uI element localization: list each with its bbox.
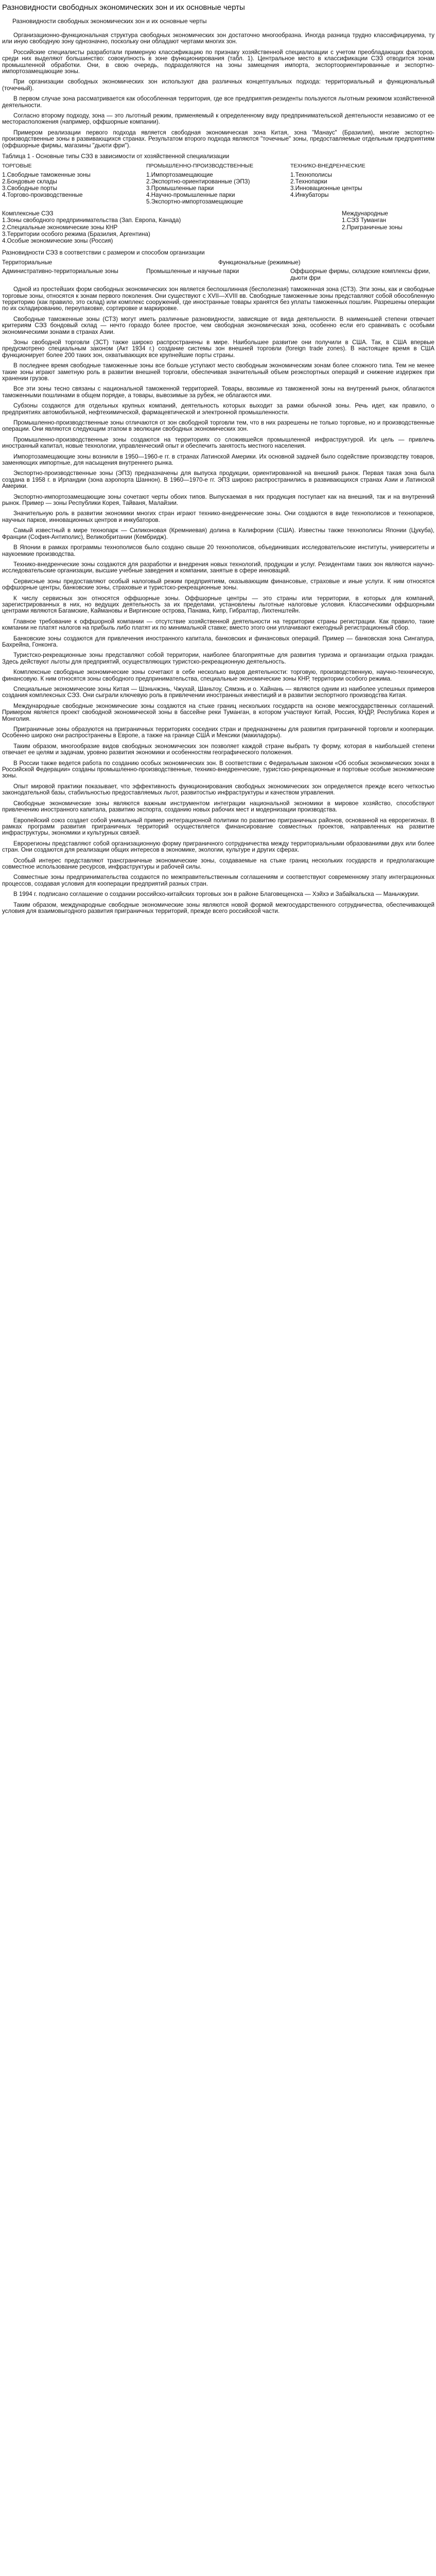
list-item: 2.Приграничные зоны: [342, 224, 403, 231]
size-scheme: [2, 249, 434, 281]
scheme-row: [2, 259, 434, 266]
scheme-cell: Территориальные: [2, 259, 53, 266]
paragraph: Туристско-рекреационные зоны представляют собой территории, наиболее благоприятные для развития туризма и организации отдыха граждан. Здесь действуют льготы для предприятий, осуществляющих туристско-рекреационную деятельность.: [2, 652, 434, 665]
paragraph: Экспортно-импортозамещающие зоны сочетают черты обоих типов. Выпускаемая в них продукция поступает как на внешний, так и на внутренний рынок. Пример — зоны Республики Корея, Тайваня, Малайзии.: [2, 493, 434, 507]
paragraph: Промышленно-производственные зоны создаются на территориях со сложившейся промышленной инфраструктурой. Их цель — привлечь иностранный капитал, новые технологии, управленческий опыт и обеспечить занятость местного населения.: [2, 436, 434, 450]
section-subtitle: Разновидности свободных экономических зон и их основные черты: [12, 18, 207, 25]
paragraph: Субзоны создаются для отдельных крупных компаний, деятельность которых выходит за рамки обычной зоны. Речь идет, как правило, о предприятиях автомобильной, нефтехимической, фармацевтической и электронной промышленности.: [2, 402, 434, 416]
paragraph: Свободные таможенные зоны (СТЗ) могут иметь различные разновидности, зависящие от вида деятельности. В наименьшей степени отвечает критериям СЭЗ бондовый склад — нечто гораздо более простое, чем свободная экономическая зона, особенно если его сравнивать с особыми экономическими зонами в странах Азии.: [2, 315, 434, 335]
table-row: [2, 185, 434, 192]
paragraph: Одной из простейших форм свободных экономических зон является беспошлинная (бесполезная) таможенная зона (СТЗ). Эти зоны, как и свободные торговые зоны, относятся к зонам первого поколения. Они существуют с XVII—XVIII вв. Свободные таможенные зоны представляют собой обособленную территорию (как правило, это склад) или комплекс сооружений, где иностранные товары хранятся без уплаты таможенных пошлин. Разрешены операции по их складированию, переупаковке, сортировке и маркировке.: [2, 286, 434, 312]
paragraph: Экспортно-производственные зоны (ЭПЗ) предназначены для выпуска продукции, ориентированной на внешний рынок. Первая такая зона была создана в 1958 г. в Ирландии (зона аэропорта Шаннон). В 1960—1970-е гг. ЭПЗ широко распространились в развивающихся странах Азии и Латинской Америки.: [2, 470, 434, 490]
table-row: [2, 192, 434, 198]
table-header-row: [2, 163, 434, 170]
complex-zones-block: [2, 210, 434, 244]
paragraph: Сервисные зоны предоставляют особый налоговый режим предприятиям, оказывающим финансовые, страховые и иные услуги. К ним относятся оффшорные центры, банковские зоны, страховые и туристско-рекреационные зоны.: [2, 578, 434, 591]
document: [2, 3, 434, 919]
paragraph: Примером реализации первого подхода является свободная экономическая зона Китая, зона "Манаус" (Бразилия), многие экспортно-производственные зоны в развивающихся странах. Результатом второго подхода являются "точечные" зоны, предоставляемые отдельным предприятиям (оффшорные фирмы, магазины "дьюти фри").: [2, 129, 434, 149]
paragraph: Еврорегионы представляют собой организационную форму приграничного сотрудничества между территориальными образованиями двух или более стран. Они создаются для реализации общих интересов в экономике, экологии, культуре и других сферах.: [2, 840, 434, 854]
table-row: [2, 172, 434, 178]
intro-section: [2, 32, 434, 149]
paragraph: В последнее время свободные таможенные зоны все больше уступают место свободным экономическим зонам более сложного типа. Тем не менее такие зоны играют заметную роль в развитии внешней торговли, обеспечивая значительный объем реэкспортных операций и снижение издержек при хранении грузов.: [2, 362, 434, 382]
table-cell: 1.Свободные таможенные зоны: [2, 172, 91, 179]
paragraph: Комплексные свободные экономические зоны сочетают в себе несколько видов деятельности: торговую, производственную, научно-техническую, финансовую. К ним относятся зоны свободного предпринимательства, специальные экономические зоны КНР, территории особого режима.: [2, 669, 434, 682]
international-zones-list: [342, 210, 434, 244]
classification-table: [2, 153, 434, 205]
paragraph: Специальные экономические зоны Китая — Шэньчжэнь, Чжухай, Шаньтоу, Сямэнь и о. Хайнань — являются одним из наиболее успешных примеров создания комплексных СЭЗ. Они сыграли ключевую роль в привлечении иностранных инвестиций и в развитии экспортного производства Китая.: [2, 686, 434, 699]
table-cell: 3.Свободные порты: [2, 185, 58, 192]
paragraph: Опыт мировой практики показывает, что эффективность функционирования свободных экономических зон определяется прежде всего четкостью законодательной базы, стабильностью предоставляемых льгот, развитостью инфраструктуры и качеством управления.: [2, 783, 434, 796]
complex-zones-list: [2, 210, 342, 244]
scheme-cell: Административно-территориальные зоны: [2, 268, 118, 275]
paragraph: К числу сервисных зон относятся оффшорные зоны. Оффшорные центры — это страны или территории, в которых для компаний, зарегистрированных в них, но ведущих деятельность за их пределами, установлены льготные налоговые условия. Классическими оффшорными центрами являются Багамские, Каймановы и Виргинские острова, Панама, Кипр, Гибралтар, Лихтенштейн.: [2, 595, 434, 615]
list-header: Международные: [342, 210, 388, 217]
paragraph: Импортозамещающие зоны возникли в 1950—1960-е гг. в странах Латинской Америки. Их основной задачей было содействие производству товаров, заменяющих импортные, для насыщения внутреннего рынка.: [2, 453, 434, 467]
table-cell: 2.Технопарки: [290, 178, 327, 185]
list-header: Комплексные СЭЗ: [2, 210, 54, 217]
paragraph: В 1994 г. подписано соглашение о создании российско-китайских торговых зон в районе Благовещенска — Хэйхэ и Забайкальска — Маньчжурии.: [13, 891, 420, 898]
paragraph: В Японии в рамках программы технополисов было создано свыше 20 технополисов, объединивших исследовательские институты, университеты и наукоемкие производства.: [2, 544, 434, 557]
table-header-cell: ТОРГОВЫЕ: [2, 163, 32, 170]
scheme-title: Разновидности СЭЗ в соответствии с размером и способом организации: [2, 249, 205, 257]
paragraph: Промышленно-производственные зоны отличаются от зон свободной торговли тем, что в них разрешены не только торговые, но и производственные операции. Они являются следующим этапом в эволюции свободных экономических зон.: [2, 419, 434, 433]
paragraph: Свободные экономические зоны являются важным инструментом интеграции национальной экономики в мировое хозяйство, способствуют привлечению иностранного капитала, развитию экспорта, созданию новых рабочих мест и модернизации производства.: [2, 800, 434, 814]
scheme-row: [2, 268, 434, 281]
table-cell: 1.Импортозамещающие: [146, 172, 213, 179]
paragraph: Европейский союз создает собой уникальный пример интеграционной политики по развитию приграничных районов, основанной на еврорегионах. В рамках программ развития приграничных территорий осуществляется финансирование совместных проектов, направленных на развитие инфраструктуры, экономики и культурных связей.: [2, 817, 434, 837]
paragraph: Зоны свободной торговли (ЗСТ) также широко распространены в мире. Наибольшее развитие они получили в США. Так, в США впервые предусмотрено специальным законом (Акт 1934 г.) создание системы зон внешней торговли (foreign trade zones). В настоящее время в США функционирует более 200 таких зон, охватывающих все крупнейшие порты страны.: [2, 338, 434, 359]
table-cell: 1.Технополисы: [290, 172, 332, 179]
table-cell: 4.Торгово-производственные: [2, 192, 83, 199]
paragraph: Совместные зоны предпринимательства создаются по межправительственным соглашениям и соответствуют современному этапу интеграционных процессов, создавая условия для кооперации предприятий разных стран.: [2, 874, 434, 887]
table-cell: 3.Промышленные парки: [146, 185, 214, 192]
paragraph: Приграничные зоны образуются на приграничных территориях соседних стран и предназначены для развития приграничной торговли и кооперации. Особенно широко они распространены в Европе, а также на границе США и Мексики (макиладоры).: [2, 726, 434, 739]
body-section: [2, 286, 434, 813]
table-cell: 4.Научно-промышленные парки: [146, 192, 235, 199]
paragraph: Значительную роль в развитии экономики многих стран играют технико-внедренческие зоны. Они создаются в виде технополисов и технопарков, научных парков, инновационных центров и инкубаторов.: [2, 510, 434, 523]
table-cell: 2.Бондовые склады: [2, 178, 57, 185]
paragraph: Главное требование к оффшорной компании — отсутствие хозяйственной деятельности на территории страны регистрации. Как правило, такие компании не платят налогов на прибыль либо платят их по минимальной ставке; вместо этого они уплачивают ежегодный регистрационный сбор.: [2, 618, 434, 632]
scheme-cell: Функциональные (режимные): [218, 259, 301, 266]
paragraph: При организации свободных экономических зон используют два различных концептуальных подхода: территориальный и функциональный (точечный).: [2, 78, 434, 92]
paragraph: Организационно-функциональная структура свободных экономических зон достаточно многообразна. Иногда разница трудно классифицируема, ту или иную свободную зону однозначно, поскольку они обладают чертами многих зон.: [2, 32, 434, 45]
list-item: 1.Зоны свободного предпринимательства (Зап. Европа, Канада): [2, 217, 181, 224]
table-cell: 3.Инновационные центры: [290, 185, 362, 192]
paragraph: Самый известный в мире технопарк — Силиконовая (Кремниевая) долина в Калифорнии (США). Известны также технополисы Японии (Цукуба), Франции (София-Антиполис), Великобритании (Кембридж).: [2, 527, 434, 540]
paragraph: Технико-внедренческие зоны создаются для разработки и внедрения новых технологий, продукции и услуг. Резидентами таких зон являются научно-исследовательские организации, высшие учебные заведения и компании, занятые в сфере инноваций.: [2, 561, 434, 574]
table-row: [2, 198, 434, 205]
paragraph: Таким образом, многообразие видов свободных экономических зон позволяет каждой стране выбрать ту форму, которая в наибольшей степени отвечает ее целям и задачам, уровню развития экономики и особенностям географического положения.: [2, 742, 434, 756]
table-header-cell: ТЕХНИКО-ВНЕДРЕНЧЕСКИЕ: [290, 163, 365, 170]
table-cell: 4.Инкубаторы: [290, 192, 329, 199]
paragraph: Все эти зоны тесно связаны с национальной таможенной территорией. Товары, ввозимые из таможенной зоны на внутренний рынок, облагаются таможенными пошлинами в общем порядке, а товары, вывозимые за рубеж, не облагаются ими.: [2, 385, 434, 399]
table-cell: 2.Экспортно-ориентированные (ЭПЗ): [146, 178, 250, 185]
table-row: [2, 178, 434, 185]
paragraph: Банковские зоны создаются для привлечения иностранного капитала, банковских и финансовых операций. Пример — банковская зона Сингапура, Бахрейна, Гонконга.: [2, 635, 434, 648]
scheme-cell: Оффшорные фирмы, складские комплексы фрии, дьюти фри: [290, 268, 430, 282]
paragraph: В России также ведется работа по созданию особых экономических зон. В соответствии с Федеральным законом «Об особых экономических зонах в Российской Федерации» созданы промышленно-производственные, технико-внедренческие, туристско-рекреационные и портовые особые экономические зоны.: [2, 759, 434, 779]
table-cell: [290, 198, 434, 205]
list-item: 1.СЭЗ Туманган: [342, 217, 387, 224]
table-header-cell: ПРОМЫШЛЕННО-ПРОИЗВОДСТВЕННЫЕ: [146, 163, 254, 170]
list-item: 3.Территории особого режима (Бразилия, Аргентина): [2, 230, 150, 238]
page-title: Разновидности свободных экономических зон и их основные черты: [2, 3, 245, 12]
paragraph: В первом случае зона рассматривается как обособленная территория, где все предприятия-резиденты пользуются льготным режимом хозяйственной деятельности.: [2, 95, 434, 109]
table-caption: Таблица 1 - Основные типы СЭЗ в зависимости от хозяйственной специализации: [2, 153, 230, 160]
table-cell: [2, 198, 146, 205]
paragraph: Особый интерес представляют трансграничные экономические зоны, создаваемые на стыке границ нескольких государств и предполагающие совместное использование ресурсов, инфраструктуры и рабочей силы.: [2, 857, 434, 870]
scheme-cell: Промышленные и научные парки: [146, 268, 239, 275]
tail-section: [2, 818, 434, 915]
table-cell: 5.Экспортно-импортозамещающие: [146, 198, 243, 206]
paragraph: Российские специалисты разработали примерную классификацию по признаку хозяйственной специализации с учетом преобладающих факторов, среди них выделяют большинство: совокупность в зоне функционирования (табл. 1). Центральное место в классификации СЭЗ отводится зонам промышленной обработки. Они, в свою очередь, подразделяются на зоны замещения импорта, экспортоориентированные и экспортно-импортозамещающие зоны.: [2, 48, 434, 75]
list-item: 4.Особые экономические зоны (Россия): [2, 237, 113, 244]
paragraph: Таким образом, международные свободные экономические зоны являются новой формой межгосударственного сотрудничества, обеспечивающей условия для взаимовыгодного развития приграничных территорий, прежде всего российской части.: [2, 901, 434, 914]
list-item: 2.Специальные экономические зоны КНР: [2, 224, 118, 231]
paragraph: Согласно второму подходу, зона — это льготный режим, применяемый к определенному виду предпринимательской деятельности независимо от ее месторасположения (например, оффшорные компании).: [2, 112, 434, 126]
paragraph: Международные свободные экономические зоны создаются на стыке границ нескольких государств на основе межгосударственных соглашений. Примером является проект свободной экономической зоны в бассейне реки Туманган, в котором участвуют Китай, Россия, КНДР, Республика Корея и Монголия.: [2, 702, 434, 722]
